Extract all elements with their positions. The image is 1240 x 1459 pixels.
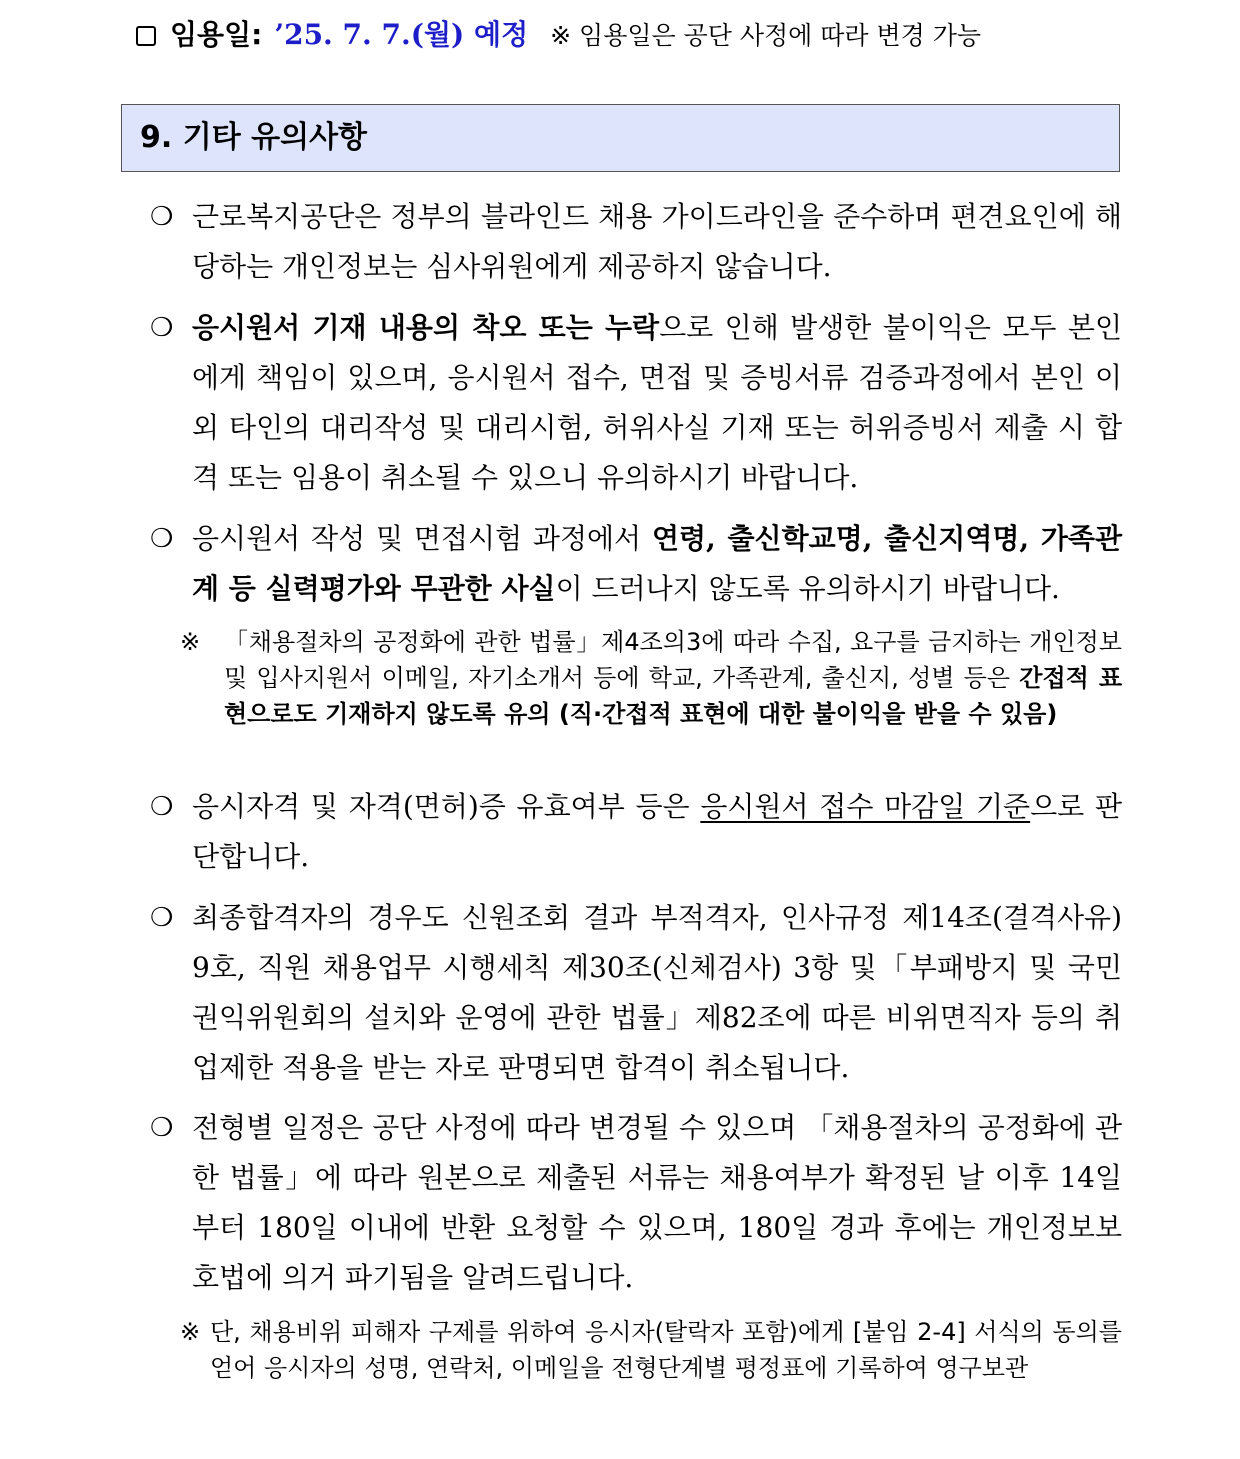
section-title: 9. 기타 유의사항 [140, 120, 368, 155]
list-item [150, 1103, 1122, 1303]
item-underlined-text: 응시원서 접수 마감일 기준 [700, 790, 1031, 823]
item-text: 최종합격자의 경우도 신원조회 결과 부적격자, 인사규정 제14조(결격사유) 9호, 직원 채용업무 시행세칙 제30조(신체검사) 3항 및「부패방지 및 국민권익위원회의 설치와 운영에 관한 법률」제82조에 따른 비위면직자 등의 취업제한 적용을 받는 자로 판명되면 합격이 취소됩니다. [192, 901, 1122, 1084]
appointment-date: ’25. 7. 7.(월) 예정 [274, 18, 529, 51]
bullet-icon: ❍ [150, 792, 174, 822]
list-item [150, 514, 1122, 614]
list-item [150, 192, 1122, 292]
item-text-rest: 이 드러나지 않도록 유의하시기 바랍니다. [555, 572, 1060, 605]
item-text: 으로 인해 발생한 불이익은 모두 본인에게 책임이 있으며, 응시원서 접수, 면접 및 증빙서류 검증과정에서 본인 이외 타인의 대리작성 및 대리시험, 허위사실 기재 또는 허위증빙서 제출 시 합격 또는 임용이 취소될 수 있으니 유의하시기 바랍니다. [192, 311, 1122, 494]
reference-mark-icon: ※ [180, 1318, 201, 1346]
item-text: 전형별 일정은 공단 사정에 따라 변경될 수 있으며 「채용절차의 공정화에 관한 법률」에 따라 원본으로 제출된 서류는 채용여부가 확정된 날 이후 14일부터 180일 이내에 반환 요청할 수 있으며, 180일 경과 후에는 개인정보보호법에 의거 파기됨을 알려드립니다. [192, 1111, 1122, 1294]
item-text: 응시원서 작성 및 면접시험 과정에서 [192, 522, 652, 555]
note-item [180, 624, 1122, 732]
bullet-icon: ❍ [150, 1113, 174, 1143]
item-text-rest: 으로 판단합니다. [192, 790, 1122, 873]
reference-mark-icon: ※ [180, 628, 201, 656]
appointment-notice: ※ 임용일은 공단 사정에 따라 변경 가능 [550, 21, 982, 50]
item-text: 응시자격 및 자격(면허)증 유효여부 등은 [192, 790, 701, 823]
checkbox-icon [136, 26, 156, 46]
note-item [180, 1314, 1122, 1386]
appointment-line [136, 12, 1136, 58]
note-text: 단, 채용비위 피해자 구제를 위하여 응시자(탈락자 포함)에게 [붙임 2-4] 서식의 동의를 얻어 응시자의 성명, 연락처, 이메일을 전형단계별 평정표에 기록하여 영구보관 [210, 1318, 1122, 1382]
item-bold-text: 연령, 출신학교명, 출신지역명, 가족관계 등 실력평가와 무관한 사실 [192, 522, 1122, 605]
note-text: 「채용절차의 공정화에 관한 법률」제4조의3에 따라 수집, 요구를 금지하는 개인정보 및 입사지원서 이메일, 자기소개서 등에 학교, 가족관계, 출신지, 성별 등은 [224, 628, 1122, 692]
list-item [150, 893, 1122, 1093]
bullet-icon: ❍ [150, 313, 174, 343]
bullet-icon: ❍ [150, 903, 174, 933]
section-header [121, 104, 1120, 172]
list-item [150, 782, 1122, 882]
bullet-icon: ❍ [150, 202, 174, 232]
list-item [150, 303, 1122, 503]
bullet-icon: ❍ [150, 524, 174, 554]
item-bold-text: 응시원서 기재 내용의 착오 또는 누락 [192, 311, 660, 344]
item-text: 근로복지공단은 정부의 블라인드 채용 가이드라인을 준수하며 편견요인에 해당하는 개인정보는 심사위원에게 제공하지 않습니다. [192, 200, 1122, 283]
note-bold-text: 간접적 표현으로도 기재하지 않도록 유의 (직·간접적 표현에 대한 불이익을 받을 수 있음) [224, 664, 1123, 728]
appointment-label: 임용일: [170, 18, 263, 51]
